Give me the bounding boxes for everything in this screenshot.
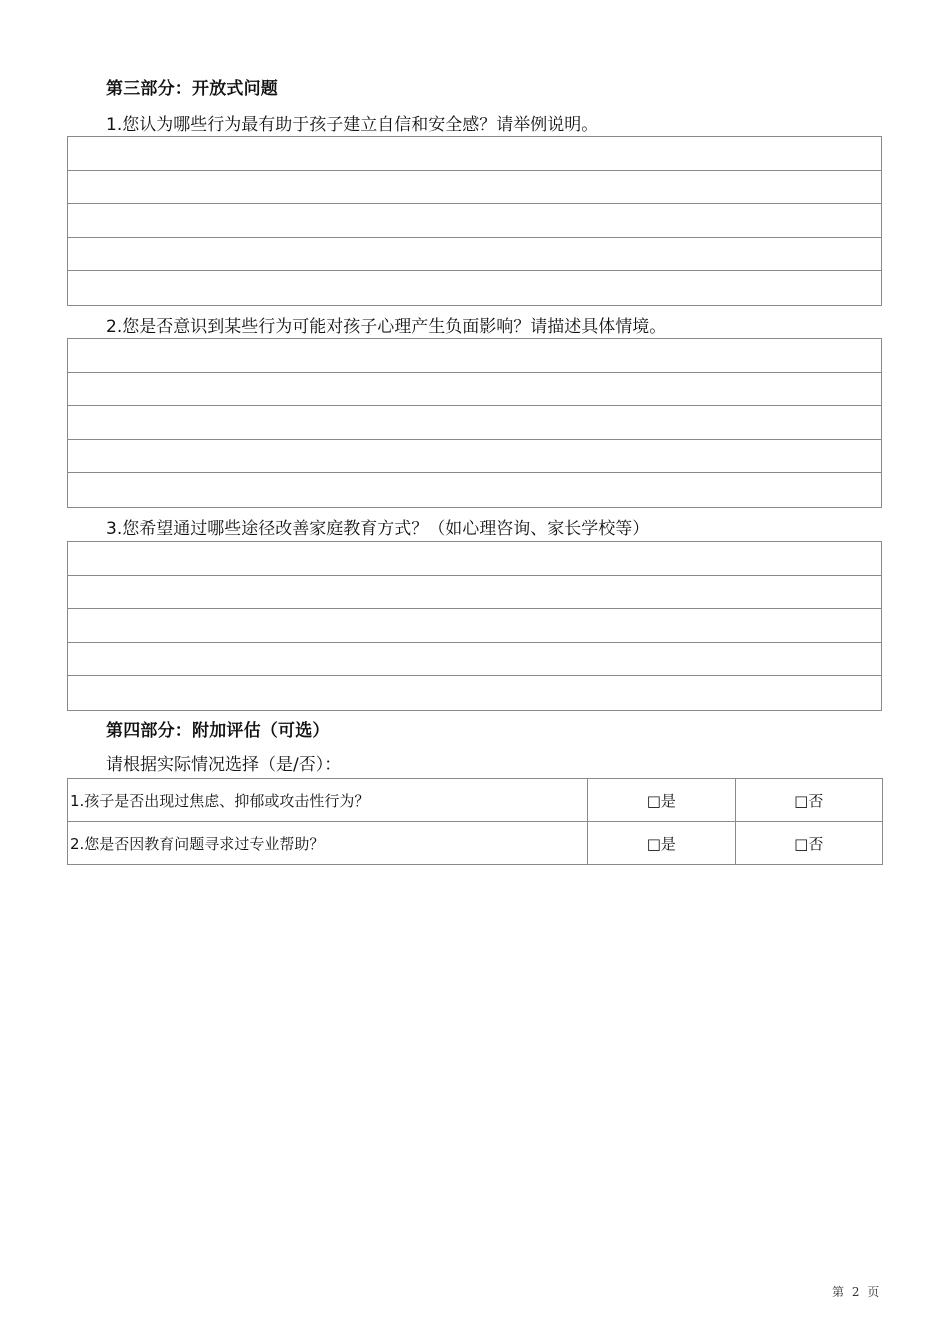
answer-line[interactable] [68,238,881,272]
answer-line[interactable] [68,406,881,440]
answer-line[interactable] [68,137,881,171]
question-2: 2.您是否意识到某些行为可能对孩子心理产生负面影响？请描述具体情境。 [106,317,667,337]
answer-box-2[interactable] [67,338,882,508]
answer-line[interactable] [68,609,881,643]
assessment-question: 1.孩子是否出现过焦虑、抑郁或攻击性行为？ [68,779,588,822]
answer-line[interactable] [68,676,881,710]
answer-line[interactable] [68,339,881,373]
section4-heading: 第四部分：附加评估（可选） [106,721,330,741]
answer-line[interactable] [68,204,881,238]
answer-box-3[interactable] [67,541,882,711]
no-checkbox[interactable]: □否 [735,822,882,865]
answer-box-1[interactable] [67,136,882,306]
page-number: 第 2 页 [832,1285,880,1299]
answer-line[interactable] [68,473,881,507]
yes-checkbox[interactable]: □是 [588,822,735,865]
table-row [68,779,883,822]
answer-line[interactable] [68,171,881,205]
answer-line[interactable] [68,542,881,576]
assessment-table [67,778,883,865]
no-checkbox[interactable]: □否 [735,779,882,822]
section4-instruction: 请根据实际情况选择（是/否）： [106,755,342,775]
section3-heading: 第三部分：开放式问题 [106,79,278,99]
table-row [68,822,883,865]
question-3: 3.您希望通过哪些途径改善家庭教育方式？（如心理咨询、家长学校等） [106,519,650,539]
assessment-question: 2.您是否因教育问题寻求过专业帮助？ [68,822,588,865]
yes-checkbox[interactable]: □是 [588,779,735,822]
answer-line[interactable] [68,576,881,610]
answer-line[interactable] [68,440,881,474]
answer-line[interactable] [68,271,881,305]
answer-line[interactable] [68,643,881,677]
answer-line[interactable] [68,373,881,407]
question-1: 1.您认为哪些行为最有助于孩子建立自信和安全感？请举例说明。 [106,115,599,135]
